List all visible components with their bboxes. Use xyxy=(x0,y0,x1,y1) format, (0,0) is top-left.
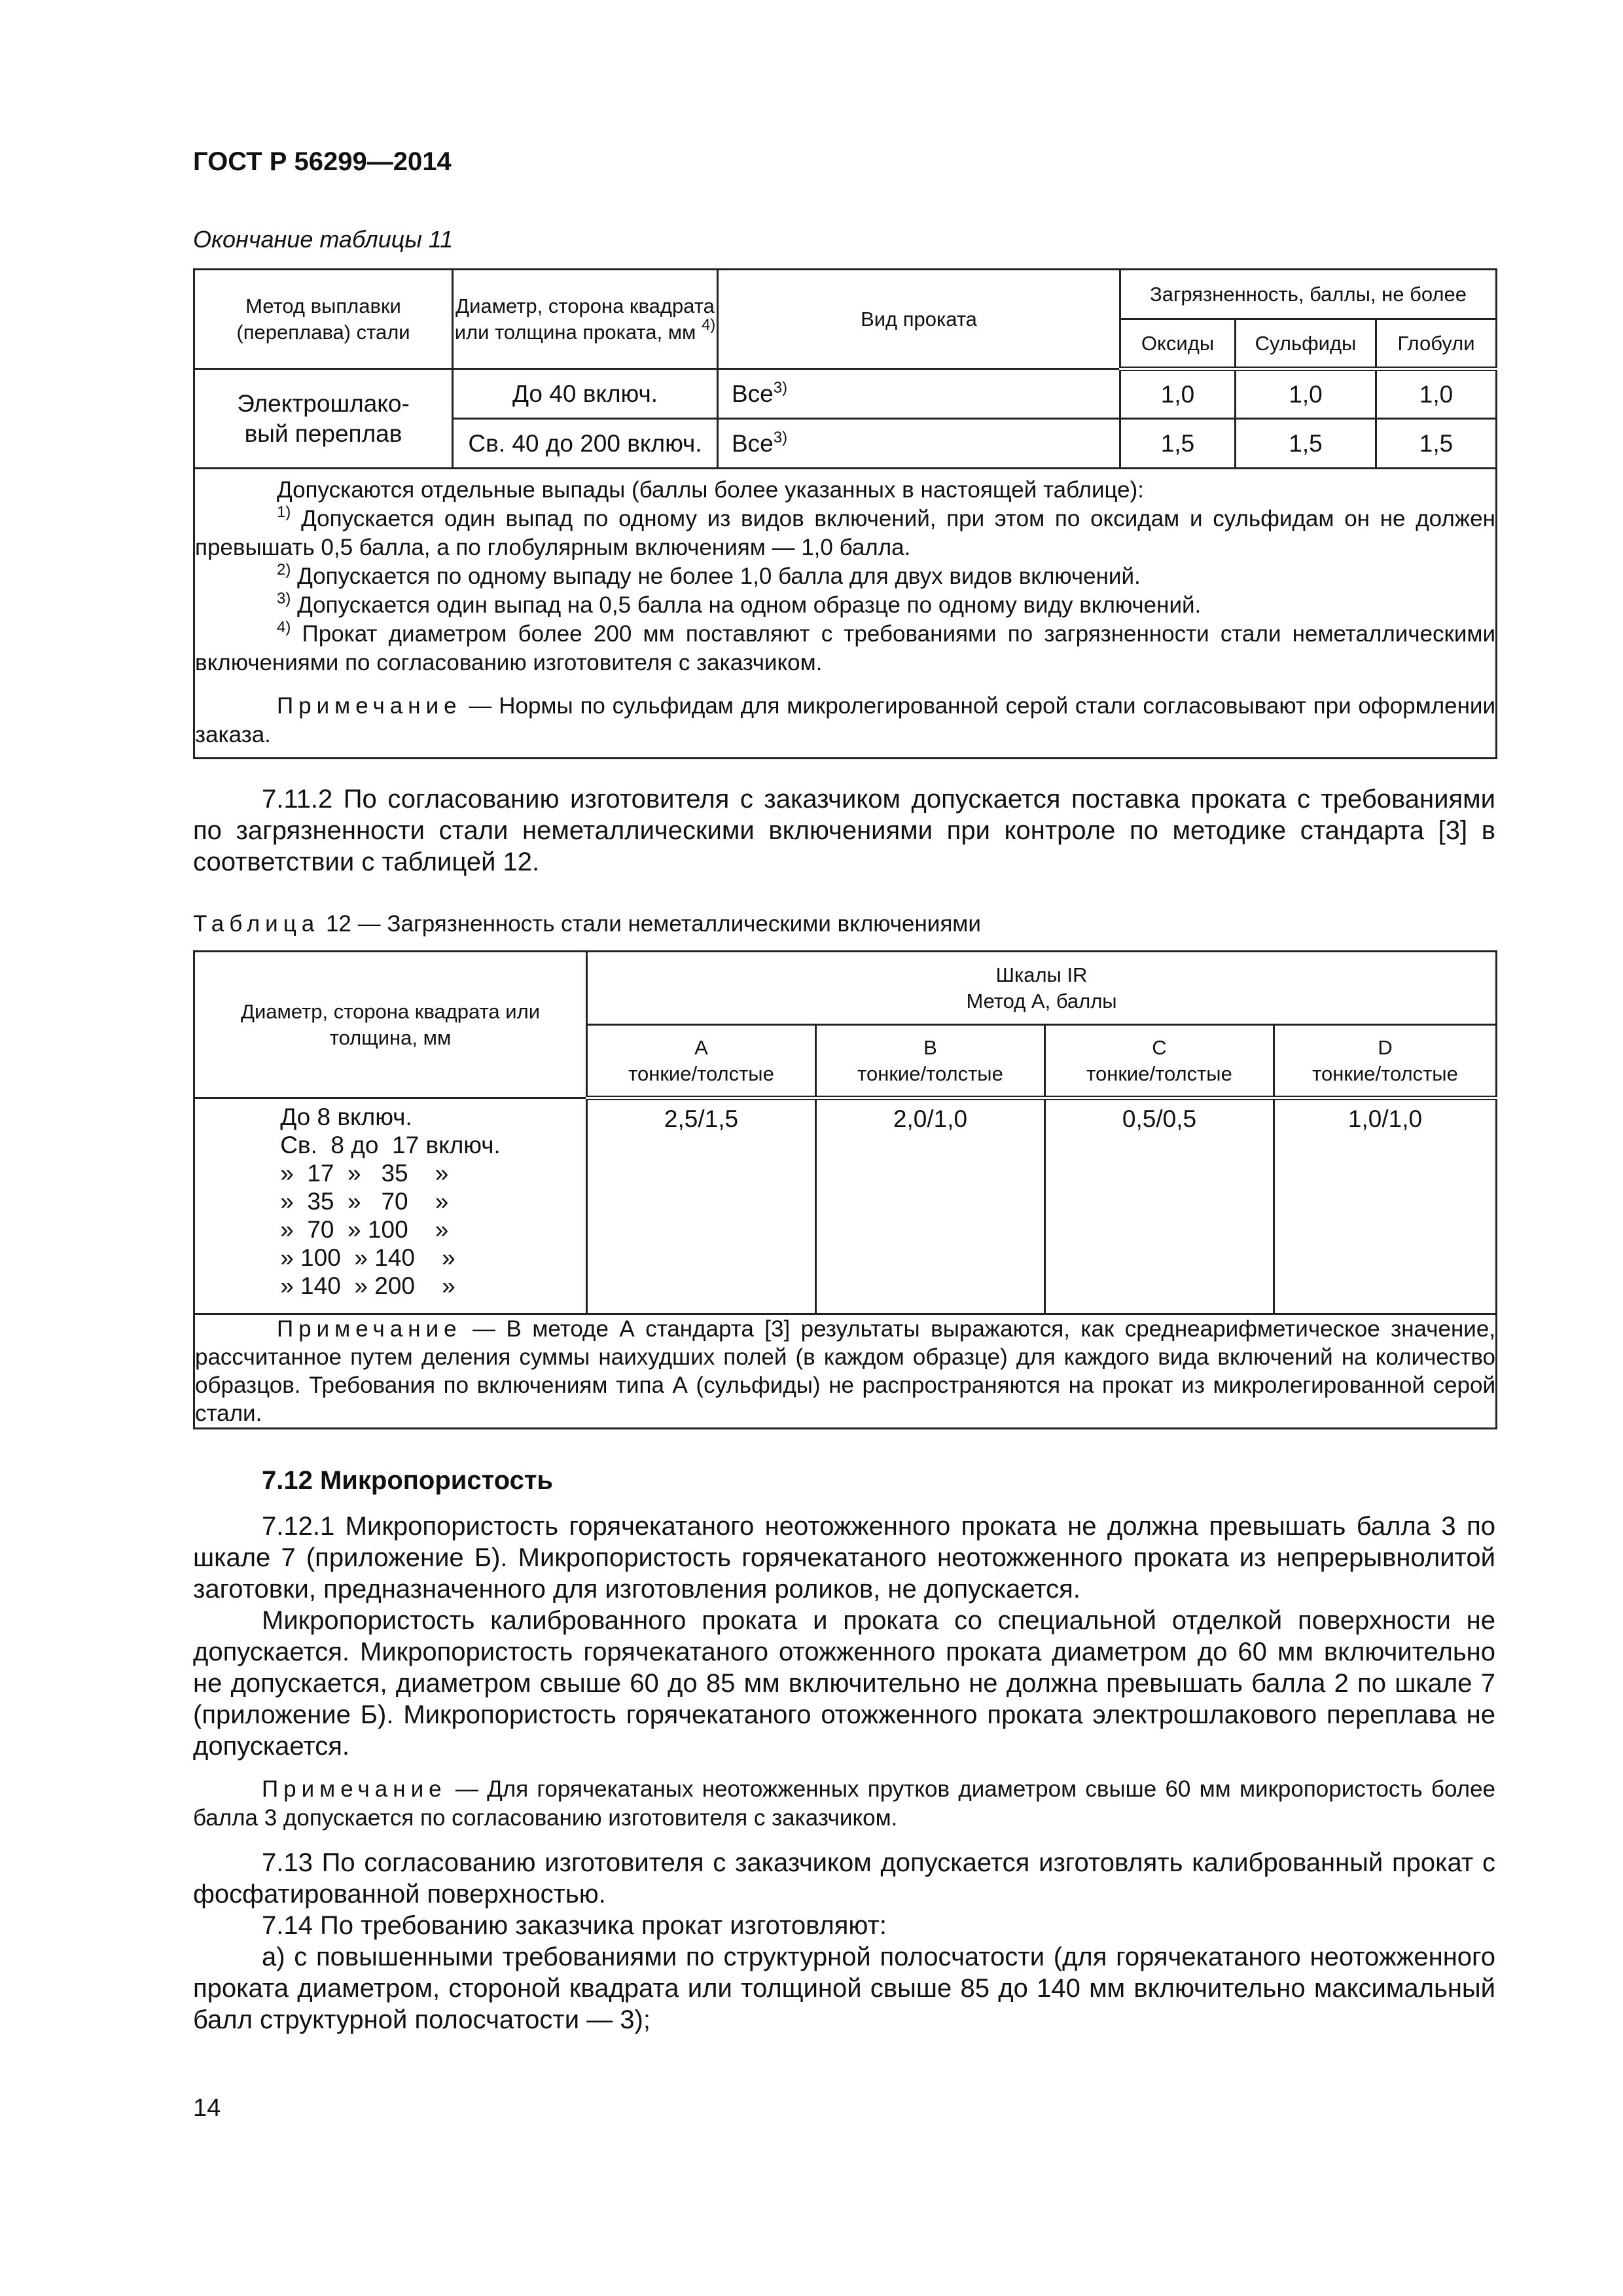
footnote-2: $^{2)}$ Допускается по одному выпаду не более 1,0 балла для двух видов включений. xyxy=(277,561,1141,589)
cell-scale-b: 2,0/1,0 xyxy=(816,1098,1045,1314)
header-method: Метод выплавки (переплава) стали xyxy=(194,270,453,369)
cell-oxides: 1,5 xyxy=(1120,419,1236,469)
header-sulfides: Сульфиды xyxy=(1236,319,1376,369)
header-scales xyxy=(587,952,1497,1025)
paragraph-7-14: 7.14 По требованию заказчика прокат изготовляют: xyxy=(262,1911,887,1940)
paragraph-7-14-a: а) с повышенными требованиями по структурной полосчатости (для горячекатаного неотожженного проката диаметром, стороной квадрата или толщиной свыше 85 до 140 мм включительно максимальный балл структурной полосчатости — 3); xyxy=(193,1943,1495,2034)
cell-kind: Все$^{3)}$ xyxy=(718,419,1120,469)
header-scale-c: C тонкие/толстые xyxy=(1045,1025,1274,1098)
note-7-12: Примечание — Для горячекатаных неотожженных прутков диаметром свыше 60 мм микропористость более балла 3 допускается по согласованию изготовителя с заказчиком. xyxy=(193,1776,1495,1831)
header-oxides: Оксиды xyxy=(1120,319,1236,369)
cell-diameter: Св. 40 до 200 включ. xyxy=(453,419,718,469)
paragraph-7-11-2: 7.11.2 По согласованию изготовителя с заказчиком допускается поставка проката с требованиями по загрязненности стали неметаллическими включениями при контроле по методике стандарта [3] в соответствии с таблицей 12. xyxy=(193,785,1495,876)
footnote-3: $^{3)}$ Допускается один выпад на 0,5 балла на одном образце по одному виду включений. xyxy=(277,590,1202,618)
cell-method: Электрошлако-вый переплав xyxy=(194,369,453,469)
header-diameter: Диаметр, сторона квадрата или толщина, мм xyxy=(194,952,587,1098)
header-globules: Глобули xyxy=(1376,319,1497,369)
cell-scale-d: 1,0/1,0 xyxy=(1274,1098,1497,1314)
paragraph-7-12-1-cont: Микропористость калиброванного проката и проката со специальной отделкой поверхности не допускается. Микропористость горячекатаного отожженного проката диаметром до 60 мм включительно не допускается, диаметром свыше 60 до 85 мм включительно не должна превышать балла 2 по шкале 7 (приложение Б). Микропористость горячекатаного отожженного проката электрошлакового переплава не допускается. xyxy=(193,1606,1495,1761)
table-12-caption: Таблица 12 — Загрязненность стали неметаллическими включениями xyxy=(193,911,981,937)
table-11-notes xyxy=(194,469,1497,759)
body-text xyxy=(193,1511,1495,2036)
header-scales-line1: Шкалы IR xyxy=(995,963,1088,986)
table-11 xyxy=(193,268,1497,759)
header-scale-d: D тонкие/толстые xyxy=(1274,1025,1497,1098)
table-11-remark: Примечание — Нормы по сульфидам для микролегированной серой стали согласовывают при оформлении заказа. xyxy=(195,693,1496,747)
page-number: 14 xyxy=(193,2094,221,2122)
cell-scale-c: 0,5/0,5 xyxy=(1045,1098,1274,1314)
header-diameter: Диаметр, сторона квадрата или толщина проката, мм $^{4)}$ xyxy=(453,270,718,369)
cell-scale-a: 2,5/1,5 xyxy=(587,1098,816,1314)
header-scale-b: B тонкие/толстые xyxy=(816,1025,1045,1098)
notes-intro: Допускаются отдельные выпады (баллы более указанных в настоящей таблице): xyxy=(277,477,1145,503)
cell-sulfides: 1,0 xyxy=(1236,369,1376,419)
cell-sizes: До 8 включ. Св. 8 до 17 включ. » 17 » 35 » » 35 » 70 » » 70 » 100 » » 100 » 140 » » 140 » 200 » xyxy=(194,1098,587,1314)
paragraph-7-12-1: 7.12.1 Микропористость горячекатаного неотожженного проката не должна превышать балла 3 по шкале 7 (приложение Б). Микропористость горячекатаного неотожженного проката из непрерывнолитой заготовки, предназначенного для изготовления роликов, не допускается. xyxy=(193,1512,1495,1604)
header-contamination: Загрязненность, баллы, не более xyxy=(1120,270,1497,319)
table-12 xyxy=(193,950,1497,1429)
header-diameter-footnote: 4) xyxy=(701,315,716,334)
header-scale-a: A тонкие/толстые xyxy=(587,1025,816,1098)
cell-globules: 1,5 xyxy=(1376,419,1497,469)
cell-oxides: 1,0 xyxy=(1120,369,1236,419)
footnote-4: $^{4)}$ Прокат диаметром более 200 мм поставляют с требованиями по загрязненности стали неметаллическими включениями по согласованию изготовителя с заказчиком. xyxy=(195,619,1496,675)
paragraph-7-13: 7.13 По согласованию изготовителя с заказчиком допускается изготовлять калиброванный прокат с фосфатированной поверхностью. xyxy=(193,1848,1495,1909)
header-kind: Вид проката xyxy=(718,270,1120,369)
cell-diameter: До 40 включ. xyxy=(453,369,718,419)
table-12-remark: Примечание — В методе А стандарта [3] результаты выражаются, как среднеарифметическое значение, рассчитанное путем деления суммы наихудших полей (в каждом образце) для каждого вида включений на количество образцов. Требования по включениям типа А (сульфиды) не распространяются на прокат из микролегированной серой стали. xyxy=(194,1314,1497,1429)
table-11-caption: Окончание таблицы 11 xyxy=(193,226,454,253)
cell-sulfides: 1,5 xyxy=(1236,419,1376,469)
footnote-1: $^{1)}$ Допускается один выпад по одному из видов включений, при этом по оксидам и сульфидам он не должен превышать 0,5 балла, а по глобулярным включениям — 1,0 балла. xyxy=(195,503,1496,560)
document-header: ГОСТ Р 56299—2014 xyxy=(193,147,452,176)
header-scales-line2: Метод А, баллы xyxy=(966,989,1117,1013)
cell-globules: 1,0 xyxy=(1376,369,1497,419)
section-7-12-title: 7.12 Микропористость xyxy=(262,1466,554,1495)
cell-kind: Все$^{3)}$ xyxy=(718,369,1120,419)
